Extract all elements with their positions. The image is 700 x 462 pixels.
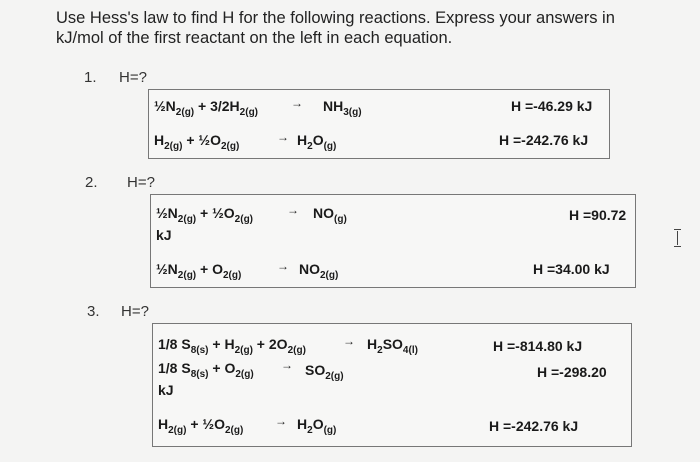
p1-line2-products: $H_2O_{(g)}$	[297, 132, 337, 152]
p1-line1-products: $NH_{3(g)}$	[323, 98, 362, 118]
p2-line1-reactants: $\frac{1}{2}N_{2(g)}$ + $\frac{1}{2}O_{2(g)}$	[156, 205, 254, 225]
reaction-arrow-icon: →	[277, 130, 289, 144]
p2-line2-products: $NO_{2(g)}$	[299, 261, 339, 281]
p1-line1-reactants: $\frac{1}{2}N_{2(g)} + 3/2H_{2(g)}$	[154, 98, 259, 118]
reaction-arrow-icon: →	[275, 414, 287, 428]
p1-line2-reactants: $H_{2(g)}$ + $\frac{1}{2}O_{2(g)}$	[154, 132, 240, 152]
problem-3-box	[152, 323, 632, 447]
p3-line2-products: $SO_{2(g)}$	[305, 362, 344, 382]
problem-1-number: 1.	[84, 69, 97, 86]
instructions-text: Use Hess's law to find H for the following reactions. Express your answers in kJ/mol of the first reactant on the left in each equation.	[56, 9, 615, 47]
p3-line3-enthalpy: H =-242.76 kJ	[489, 418, 579, 434]
reaction-arrow-icon: →	[281, 358, 293, 372]
p3-line1-reactants: 1/8 $S_{8(s)} + H_{2(g)} + 2O_{2(g)}$	[158, 336, 306, 356]
p1-line2-enthalpy: H =-242.76 kJ	[499, 132, 589, 148]
reaction-arrow-icon: →	[343, 334, 355, 348]
reaction-arrow-icon: →	[291, 96, 303, 110]
problem-2-target: H=?	[127, 174, 155, 191]
p2-line2-reactants: $\frac{1}{2}N_{2(g)} + O_{2(g)}$	[156, 261, 242, 281]
p3-line1-enthalpy: H =-814.80 kJ	[493, 338, 583, 354]
problem-2-number: 2.	[85, 174, 98, 191]
p1-line1-enthalpy: H =-46.29 kJ	[511, 98, 593, 114]
problem-1-box	[148, 89, 610, 159]
text-cursor-icon	[673, 229, 683, 247]
p2-line2-enthalpy: H =34.00 kJ	[533, 261, 610, 277]
reaction-arrow-icon: →	[287, 203, 299, 217]
problem-1-target: H=?	[119, 69, 147, 86]
reaction-arrow-icon: →	[277, 259, 289, 273]
p3-line2-reactants: 1/8 $S_{8(s)} + O_{2(g)}$	[158, 360, 254, 380]
p3-line2-unit-wrap: kJ	[158, 382, 174, 398]
problem-3-number: 3.	[87, 303, 100, 320]
problem-3-target: H=?	[121, 303, 149, 320]
problem-2-box	[150, 194, 636, 288]
p3-line1-products: $H_2SO_{4(l)}$	[367, 336, 418, 356]
p2-line1-unit-wrap: kJ	[156, 227, 172, 243]
p3-line3-products: $H_2O_{(g)}$	[297, 416, 337, 436]
p3-line3-reactants: $H_{2(g)}$ + $\frac{1}{2}O_{2(g)}$	[158, 416, 244, 436]
p2-line1-enthalpy: H =90.72	[569, 207, 627, 223]
p2-line1-products: $NO_{(g)}$	[313, 205, 347, 225]
p3-line2-enthalpy: H =-298.20	[537, 364, 607, 380]
